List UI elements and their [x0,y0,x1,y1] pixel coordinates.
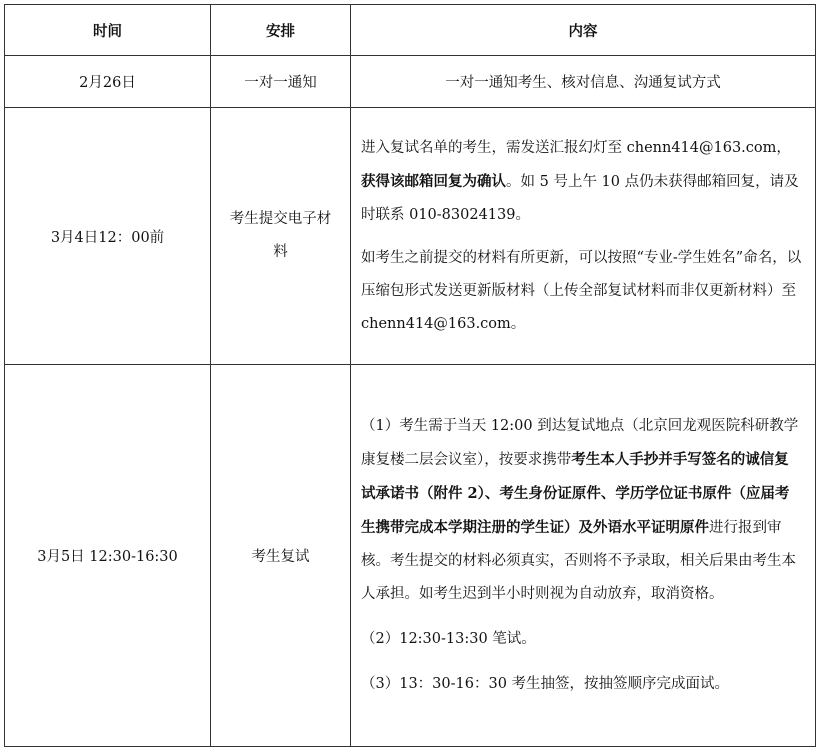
row3-time: 3月5日 12:30-16:30 [5,365,211,747]
row1-content: 一对一通知考生、核对信息、沟通复试方式 [351,56,816,108]
row3-arrangement: 考生复试 [211,365,351,747]
header-time: 时间 [5,5,211,56]
schedule-table [4,4,816,747]
table-header-row [5,5,816,56]
table-row [5,108,816,365]
row3-paragraph-1 [361,410,803,611]
table-row [5,365,816,747]
row2-p1-text-c: 。如 5 号上午 10 点仍未获得邮箱回复，请及时联系 010-83024139。 [361,173,799,223]
row2-time: 3月4日12：00前 [5,108,211,365]
row3-paragraph-3: （3）13：30-16：30 考生抽签，按抽签顺序完成面试。 [361,676,730,692]
row2-content [351,108,816,365]
row2-arrangement [211,108,351,365]
row3-p1-text-c: 进行报到审核。考生提交的材料必须真实，否则将不予录取，相关后果由考生本人承担。如考生迟到半小时则视为自动放弃，取消资格。 [361,520,796,602]
row2-p1-text-a: 进入复试名单的考生，需发送汇报幻灯至 chenn414@163.com， [361,139,791,156]
row3-p1-text-a: （1）考生需于当天 12:00 到达复试地点（北京回龙观医院科研教学康复楼二层会议室），按要求携带 [361,418,799,468]
row2-paragraph-1 [361,132,803,232]
row1-arrangement: 一对一通知 [211,56,351,108]
row3-content [351,365,816,747]
header-content: 内容 [351,5,816,56]
table-row [5,56,816,108]
header-arrangement: 安排 [211,5,351,56]
row2-p1-bold: 获得该邮箱回复为确认 [361,172,506,190]
row2-paragraph-2: 如考生之前提交的材料有所更新，可以按照“专业-学生姓名”命名，以压缩包形式发送更新版材料（上传全部复试材料而非仅更新材料）至 chenn414@163.com。 [361,249,802,332]
row3-p1-bold: 考生本人手抄并手写签名的诚信复试承诺书（附件 2）、考生身份证原件、学历学位证书原件（应届考生携带完成本学期注册的学生证）及外语水平证明原件 [361,451,790,536]
row1-time: 2月26日 [5,56,211,108]
row3-paragraph-2: （2）12:30-13:30 笔试。 [361,631,536,647]
row2-arrangement-label: 考生提交电子材料 [229,211,332,260]
